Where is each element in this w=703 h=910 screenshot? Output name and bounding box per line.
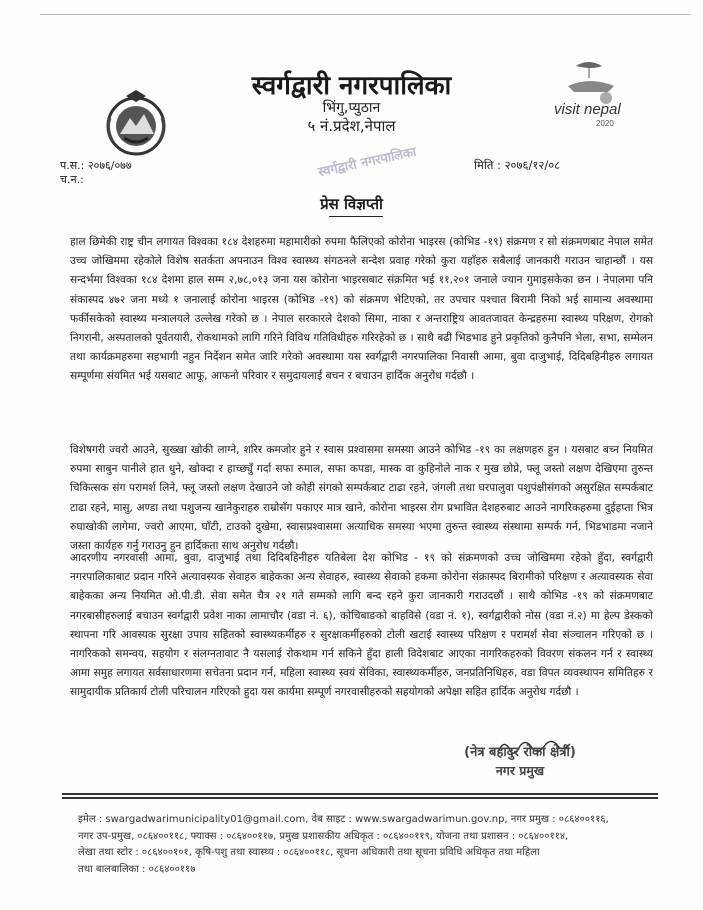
body-paragraph: हाल छिमेकी राष्ट्र चीन लगायत विश्वका १८४ देशहरुमा महामारीको रुपमा फैलिएको कोरोना भाइरस (कोभिड -१९) संक्रमण र सो संक्रमणबाट नेपाल समेत उच्च जोखिममा रहेकोले विशेष सतर्कता अपनाउन विश्व स्वास्थ्य संगठनले सन्देश प्रवाह गरेको कुरा यहाँहरु सबैलाई जानकारी गराउन चाहान्छौं । यस सन्दर्भमा विश्वका १८४ देशमा हाल सम्म २,७८,०१३ जना यस कोरोना भाइरसबाट संक्रमित भई ११,२०१ जनाले ज्यान गुमाइसकेका छन । नेपालमा पनि संकास्पद ४७२ जना मध्ये १ जनालाई कोरोना भाइरस (कोभिड -१९) को संक्रमण भेटिएको, तर उपचार पश्चात बिरामी निको भई सामान्य अवस्थामा फर्कीसकेको स्वास्थ्य मन्त्रालयले उल्लेख गरेको छ । नेपाल सरकारले देशको सिमा, नाका र अन्तराष्ट्रिय आवतजावत केन्द्रहरुमा स्वास्थ्य परिक्षण, रोगको निगरानी, अस्पतालको पूर्वतयारी, रोकथामको लागि गरिने विविध गतिविधीहरु गरिरहेको छ । साथै बढी भिडभाड हुने प्रकृतिको कुनैपनि भेला, सभा, सम्मेलन तथा कार्यक्रमहरुमा सहभागी नहुन निर्देशन समेत जारि गरेको अवस्थामा यस स्वर्गद्वारी नगरपालिका निवासी आमा, बुवा दाजुभाई, दिदिबहिनीहरु लगायत सम्पूर्णमा संयमित भई यसबाट आफू, आफनो परिवार र समुदायलाई बचन र बचाउन हार्दिक अनुरोध गर्दछौ ।: [70, 236, 653, 383]
footer-line: तथा बालबालिका : ०८६४००११७: [78, 863, 196, 875]
body-paragraph: आदरणीय नगरवासी आमा, बुवा, दाजुभाई तथा दिदिबहिनीहरु यतिबेला देश कोभिड - १९ को संक्रमणको उच्च जोखिममा रहेको हुँदा, स्वर्गद्वारी नगरपालिकाबाट प्रदान गरिने अत्यावस्यक सेवाहरु बाहेकका अन्य सेवाहरु, स्वास्थ्य सेवाको हकमा कोरोना संक्रास्पद बिरामीको परिक्षण र अत्यावस्यक सेवा बाहेकका अन्य नियमित ओ.पी.डी. सेवा समेत चैत्र २१ गते सम्मको लागि बन्द रहने कुरा जानकारी गराउदछौं । साथै कोभिड -१९ को संक्रमणबाट नगरबासीहरुलाई बचाउन स्वर्गद्वारी प्रवेश नाका लामाचौर (वडा नं. ६), कोचिबाङको बाहविसे (वडा नं. १), स्वर्गद्वारीको नोस (वडा नं.२) मा हेल्प डेस्कको स्थापना गरि आवस्यक सुरक्षा उपाय सहितको स्वास्थ्यकर्मीहरु र सुरक्षाकर्मीहरुको टोली खटाई स्वास्थ्य परिक्षण र परामर्श सेवा संञ्चालन गरिएको छ । नागरिकको समन्वय, सहयोग र संलग्नतावाट नै यसलाई रोकथाम गर्न सकिने हुँदा हाली विदेशबाट आएका नागरिकहरुको विवरण संकलन गर्न र स्वास्थ्य आमा समुह लगायत सर्वसाधारणमा सचेतना प्रदान गर्न, महिला स्वास्थ्य स्वयं सेविका, स्वास्थ्यकर्मीहरु, जनप्रतिनिधिहरु, वडा विपत व्यवस्थापन समितिहरु र सामुदायीक प्रतिकार्य टोली परिचालन गरिएको हुदा यस कार्यमा सम्पूर्ण नगरवासीहरुको सहयोगको अपेक्षा सहित हार्दिक अनुरोध गर्दछौ ।: [70, 552, 653, 699]
letter-number: प.स.: २०७६/०७७: [60, 159, 132, 172]
footer-divider: [62, 793, 658, 795]
title-underline: [329, 216, 383, 217]
dispatch-number: च.न.:: [60, 173, 84, 186]
header-province: ५ नं.प्रदेश,नेपाल: [307, 117, 396, 135]
signatory-title: नगर प्रमुख: [495, 763, 545, 778]
body-paragraph: विशेषगरी ज्वरो आउने, सुख्खा खोकी लाग्ने, शरिर कमजोर हुने र स्वास प्रश्वासमा समस्या आउने कोभिड -१९ का लक्षणहरु हुन । यसबाट बच्न नियमित रुपमा साबुन पानीले हात धुने, खोक्दा र हाच्छ्युँ गर्दा सफा रुमाल, सफा कपडा, मास्क वा कुहिनोले नाक र मुख छोप्ने, फ्लू जस्तो लक्षण देखिएमा तुरुन्त चिकित्सक संग परामर्श लिने, फ्लू जस्तो लक्षण देखाउने जो कोही संगको सम्पर्कबाट टाढा रहने, जंगली तथा घरपालुवा पशुपंक्षीसंगको असुरक्षित सम्पर्कबाट टाढा रहने, मासु, अण्डा तथा पशुजन्य खानेकुराहरु राम्रोसँग पकाएर मात्र खाने, कोरोना भाइरस रोग प्रभावित देशहरुबाट आउने नागरिकहरुमा दुईहप्ता भित्र रुघाखोकी लागेमा, ज्वरो आएमा, घाँटी, टाउको दुखेमा, स्वासप्रश्वासमा अत्याधिक समस्या भएमा तुरुन्त स्वास्थ्य संस्थामा सम्पर्क गर्न, भिडभाडमा नजाने जस्ता कार्यहरु गर्नु गराउनु हुन हार्दिकता साथ अनुरोध गर्दछौ।: [70, 444, 653, 553]
footer-line: नगर उप-प्रमुख, ०८६४००११८, फ्याक्स : ०८६४००११७, प्रमुख प्रशासकीय अधिकृत : ०८६४००११९, योजना तथा प्रशासन : ०८६४००११४,: [78, 830, 569, 842]
letter-date: मिति : २०७६/१२/०८: [474, 158, 561, 172]
footer-line: इमेल : swargadwarimunicipality01@gmail.com, वेब साइट : www.swargadwarimun.gov.np, नगर प्रमुख : ०८६४००११६,: [78, 814, 609, 825]
municipality-title: स्वर्गद्वारी नगरपालिका: [251, 71, 452, 101]
office-stamp: [312, 126, 422, 186]
visit-nepal-text: visit nepal: [554, 101, 621, 118]
scan-edge-line: [40, 14, 691, 15]
signatory-name: (नेत्र बहादुर रोका क्षेत्री): [464, 745, 576, 760]
footer-contacts: [78, 812, 668, 878]
visit-nepal-year: 2020: [596, 119, 614, 128]
footer-divider: [62, 797, 658, 799]
header-location: भिंगु,प्युठान: [322, 100, 381, 116]
footer-line: लेखा तथा स्टोर : ०८६४००१०१, कृषि-पशु तथा स्वास्थ्य : ०८६४००११८, सूचना अधिकारी तथा सूचना प्रविधि अधिकृत तथा महिला: [78, 847, 540, 859]
stamp-text: स्वर्गद्वारी नगरपालिका: [316, 144, 418, 181]
press-release-title: प्रेस विज्ञप्ती: [320, 195, 383, 213]
